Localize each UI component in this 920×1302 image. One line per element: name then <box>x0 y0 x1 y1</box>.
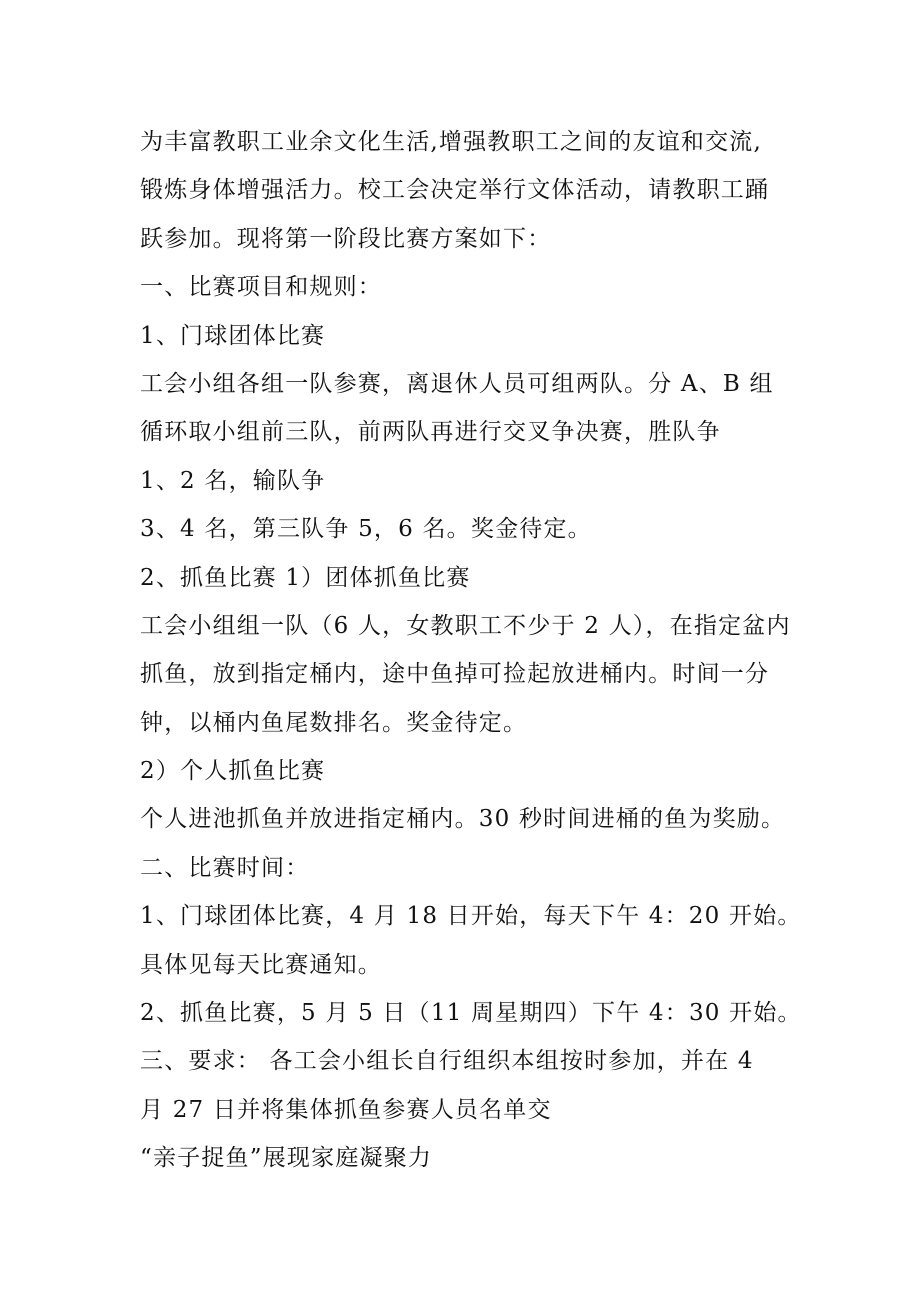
section-heading-rules: 一、比赛项目和规则： <box>140 274 382 301</box>
time-fishing-line: 2、抓鱼比赛，5 月 5 日（11 周星期四）下午 4：30 开始。 <box>140 1000 802 1027</box>
item-team-fishing-text-3: 钟，以桶内鱼尾数排名。奖金待定。 <box>140 709 528 736</box>
item-team-fishing-text-2: 抓鱼，放到指定桶内，途中鱼掉可捡起放进桶内。时间一分 <box>140 661 770 688</box>
time-gateball-line-1: 1、门球团体比赛，4 月 18 日开始，每天下午 4：20 开始。 <box>140 903 802 930</box>
paragraph-intro-line-3: 跃参加。现将第一阶段比赛方案如下： <box>140 225 552 252</box>
requirements-text: 月 27 日并将集体抓鱼参赛人员名单交 <box>140 1096 552 1123</box>
item-team-fishing-text-1: 工会小组组一队（6 人，女教职工不少于 2 人），在指定盆内 <box>140 612 791 639</box>
item-fishing-title: 2、抓鱼比赛 1）团体抓鱼比赛 <box>140 564 471 591</box>
item-gateball-title: 1、门球团体比赛 <box>140 322 326 349</box>
section-heading-requirements: 三、要求： 各工会小组长自行组织本组按时参加，并在 4 <box>140 1048 754 1075</box>
item-gateball-text-4: 3、4 名，第三队争 5，6 名。奖金待定。 <box>140 516 592 543</box>
paragraph-intro-line-2: 锻炼身体增强活力。校工会决定举行文体活动，请教职工踊 <box>140 177 770 204</box>
time-gateball-line-2: 具体见每天比赛通知。 <box>140 951 382 978</box>
paragraph-intro-line-1: 为丰富教职工业余文化生活,增强教职工之间的友谊和交流, <box>140 129 763 155</box>
document-body <box>140 118 820 1183</box>
item-gateball-text-3: 1、2 名，输队争 <box>140 467 326 494</box>
item-gateball-text-2: 循环取小组前三队，前两队再进行交叉争决赛，胜队争 <box>140 419 721 446</box>
section-heading-time: 二、比赛时间： <box>140 854 310 881</box>
subtitle-family-fishing: “亲子捉鱼”展现家庭凝聚力 <box>140 1145 433 1172</box>
item-gateball-text-1: 工会小组各组一队参赛，离退休人员可组两队。分 A、B 组 <box>140 370 774 397</box>
item-individual-fishing-title: 2）个人抓鱼比赛 <box>140 758 326 785</box>
item-individual-fishing-text: 个人进池抓鱼并放进指定桶内。30 秒时间进桶的鱼为奖励。 <box>140 806 786 833</box>
